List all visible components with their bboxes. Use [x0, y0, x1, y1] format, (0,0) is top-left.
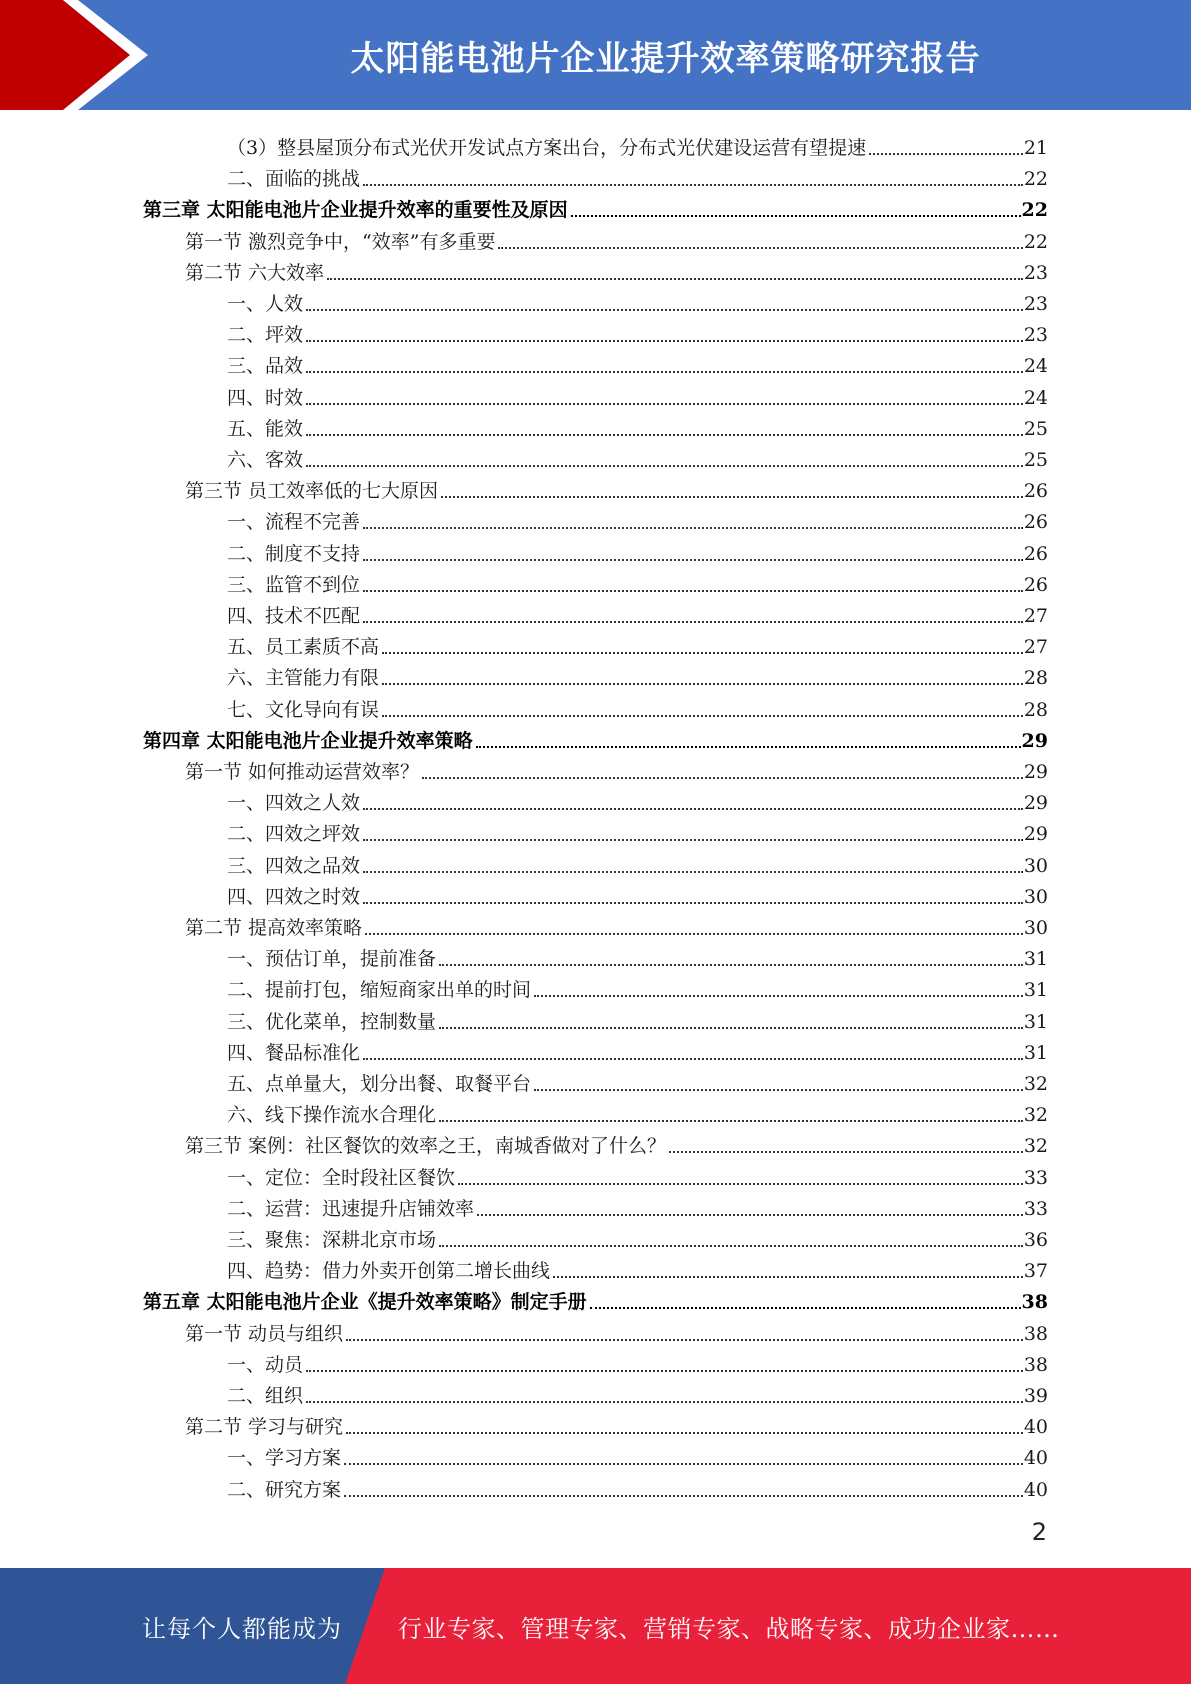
toc-subsection-entry[interactable] — [227, 1439, 1048, 1470]
toc-subsection-entry[interactable] — [227, 160, 1048, 191]
toc-entry-title: 二、运营：迅速提升店铺效率 — [227, 1198, 475, 1220]
toc-dot-leader — [363, 184, 1023, 186]
toc-entry-title: 第五章 太阳能电池片企业《提升效率策略》制定手册 — [143, 1291, 587, 1313]
toc-dot-leader — [363, 902, 1023, 904]
toc-entry-title: 一、定位：全时段社区餐饮 — [227, 1167, 456, 1189]
toc-subsection-entry[interactable] — [227, 659, 1048, 690]
toc-entry-title: 三、品效 — [227, 355, 304, 377]
toc-entry-page-number: 24 — [1023, 355, 1048, 377]
toc-entry-page-number: 40 — [1023, 1416, 1048, 1438]
toc-dot-leader — [498, 247, 1022, 249]
toc-dot-leader — [306, 309, 1023, 311]
toc-entry-page-number: 23 — [1023, 262, 1048, 284]
toc-dot-leader — [590, 1307, 1021, 1309]
toc-dot-leader — [363, 559, 1023, 561]
toc-dot-leader — [306, 465, 1023, 467]
toc-entry-page-number: 26 — [1023, 480, 1048, 502]
toc-entry-title: 五、能效 — [227, 418, 304, 440]
toc-chapter-entry[interactable] — [143, 1283, 1048, 1314]
toc-entry-title: 第二节 六大效率 — [185, 262, 325, 284]
toc-entry-title: 一、四效之人效 — [227, 792, 361, 814]
toc-entry-page-number: 29 — [1021, 730, 1048, 752]
toc-entry-title: 三、优化菜单，控制数量 — [227, 1011, 437, 1033]
toc-subsection-entry[interactable] — [227, 1252, 1048, 1283]
toc-section-entry[interactable] — [185, 1408, 1048, 1439]
toc-entry-title: 二、四效之坪效 — [227, 823, 361, 845]
toc-entry-page-number: 38 — [1023, 1323, 1048, 1345]
toc-subsection-entry[interactable] — [227, 316, 1048, 347]
toc-dot-leader — [439, 964, 1023, 966]
toc-dot-leader — [534, 1089, 1023, 1091]
toc-dot-leader — [306, 403, 1023, 405]
toc-entry-page-number: 31 — [1023, 1042, 1048, 1064]
toc-subsection-entry[interactable] — [227, 129, 1048, 160]
toc-section-entry[interactable] — [185, 909, 1048, 940]
toc-entry-page-number: 30 — [1023, 886, 1048, 908]
toc-entry-title: 第一节 动员与组织 — [185, 1323, 344, 1345]
toc-entry-title: 二、坪效 — [227, 324, 304, 346]
toc-subsection-entry[interactable] — [227, 940, 1048, 971]
toc-entry-page-number: 37 — [1023, 1260, 1048, 1282]
toc-dot-leader — [382, 683, 1023, 685]
toc-dot-leader — [439, 1120, 1023, 1122]
toc-entry-title: 第二节 学习与研究 — [185, 1416, 344, 1438]
toc-dot-leader — [422, 777, 1023, 779]
toc-entry-title: 四、四效之时效 — [227, 886, 361, 908]
toc-entry-title: 四、趋势：借力外卖开创第二增长曲线 — [227, 1260, 551, 1282]
toc-dot-leader — [363, 871, 1023, 873]
toc-dot-leader — [346, 1432, 1023, 1434]
footer-slogan: 让每个人都能成为 — [142, 1614, 342, 1643]
toc-subsection-entry[interactable] — [227, 1003, 1048, 1034]
toc-dot-leader — [476, 746, 1021, 748]
toc-subsection-entry[interactable] — [227, 1159, 1048, 1190]
toc-entry-title: 二、面临的挑战 — [227, 168, 361, 190]
toc-dot-leader — [869, 153, 1023, 155]
toc-entry-page-number: 22 — [1023, 168, 1048, 190]
toc-dot-leader — [365, 933, 1023, 935]
toc-subsection-entry[interactable] — [227, 410, 1048, 441]
toc-dot-leader — [439, 1027, 1023, 1029]
toc-entry-title: 一、动员 — [227, 1354, 304, 1376]
toc-subsection-entry[interactable] — [227, 441, 1048, 472]
toc-subsection-entry[interactable] — [227, 691, 1048, 722]
page-number: 2 — [1031, 1518, 1047, 1546]
toc-entry-page-number: 23 — [1023, 324, 1048, 346]
toc-entry-page-number: 31 — [1023, 948, 1048, 970]
toc-subsection-entry[interactable] — [227, 1096, 1048, 1127]
page-footer — [0, 1568, 1191, 1684]
toc-dot-leader — [363, 1058, 1023, 1060]
toc-chapter-entry[interactable] — [143, 722, 1048, 753]
toc-entry-page-number: 21 — [1023, 137, 1048, 159]
toc-entry-page-number: 32 — [1023, 1135, 1048, 1157]
toc-entry-title: 三、监管不到位 — [227, 574, 361, 596]
toc-section-entry[interactable] — [185, 254, 1048, 285]
toc-entry-page-number: 40 — [1023, 1447, 1048, 1469]
toc-entry-page-number: 36 — [1023, 1229, 1048, 1251]
toc-dot-leader — [439, 1245, 1023, 1247]
toc-dot-leader — [363, 808, 1023, 810]
toc-entry-page-number: 26 — [1023, 511, 1048, 533]
toc-entry-page-number: 29 — [1023, 761, 1048, 783]
toc-entry-page-number: 28 — [1023, 667, 1048, 689]
toc-dot-leader — [553, 1276, 1023, 1278]
toc-entry-title: 第一节 如何推动运营效率？ — [185, 761, 420, 783]
toc-section-entry[interactable] — [185, 1127, 1048, 1158]
toc-entry-page-number: 22 — [1021, 199, 1048, 221]
report-title: 太阳能电池片企业提升效率策略研究报告 — [350, 38, 981, 79]
toc-dot-leader — [441, 496, 1023, 498]
toc-entry-title: 第三章 太阳能电池片企业提升效率的重要性及原因 — [143, 199, 568, 221]
toc-subsection-entry[interactable] — [227, 1471, 1048, 1502]
toc-dot-leader — [344, 1495, 1023, 1497]
toc-dot-leader — [306, 1370, 1023, 1372]
toc-dot-leader — [306, 340, 1023, 342]
toc-subsection-entry[interactable] — [227, 971, 1048, 1002]
toc-entry-page-number: 33 — [1023, 1167, 1048, 1189]
toc-entry-title: 一、流程不完善 — [227, 511, 361, 533]
toc-dot-leader — [306, 371, 1023, 373]
toc-entry-page-number: 28 — [1023, 699, 1048, 721]
toc-dot-leader — [363, 621, 1023, 623]
toc-entry-page-number: 26 — [1023, 543, 1048, 565]
toc-entry-page-number: 27 — [1023, 605, 1048, 627]
toc-entry-page-number: 25 — [1023, 449, 1048, 471]
toc-subsection-entry[interactable] — [227, 285, 1048, 316]
toc-dot-leader — [327, 278, 1023, 280]
toc-entry-page-number: 26 — [1023, 574, 1048, 596]
toc-entry-page-number: 33 — [1023, 1198, 1048, 1220]
toc-chapter-entry[interactable] — [143, 191, 1048, 222]
toc-dot-leader — [669, 1151, 1023, 1153]
toc-dot-leader — [534, 995, 1023, 997]
toc-subsection-entry[interactable] — [227, 784, 1048, 815]
toc-entry-title: 六、主管能力有限 — [227, 667, 380, 689]
toc-dot-leader — [382, 652, 1023, 654]
toc-subsection-entry[interactable] — [227, 503, 1048, 534]
toc-entry-title: 四、餐品标准化 — [227, 1042, 361, 1064]
toc-dot-leader — [344, 1463, 1023, 1465]
toc-entry-page-number: 24 — [1023, 387, 1048, 409]
toc-entry-title: 四、技术不匹配 — [227, 605, 361, 627]
toc-subsection-entry[interactable] — [227, 847, 1048, 878]
toc-entry-page-number: 38 — [1021, 1291, 1048, 1313]
toc-dot-leader — [363, 839, 1023, 841]
toc-entry-page-number: 32 — [1023, 1104, 1048, 1126]
toc-subsection-entry[interactable] — [227, 1377, 1048, 1408]
toc-subsection-entry[interactable] — [227, 1065, 1048, 1096]
toc-entry-page-number: 40 — [1023, 1479, 1048, 1501]
toc-entry-page-number: 25 — [1023, 418, 1048, 440]
footer-expert-list: 行业专家、管理专家、营销专家、战略专家、成功企业家…… — [398, 1614, 1060, 1643]
toc-entry-page-number: 39 — [1023, 1385, 1048, 1407]
toc-entry-title: 二、提前打包，缩短商家出单的时间 — [227, 979, 532, 1001]
toc-entry-title: 第二节 提高效率策略 — [185, 917, 363, 939]
toc-entry-page-number: 29 — [1023, 823, 1048, 845]
toc-entry-page-number: 31 — [1023, 1011, 1048, 1033]
toc-entry-title: 第三节 员工效率低的七大原因 — [185, 480, 439, 502]
toc-entry-page-number: 27 — [1023, 636, 1048, 658]
toc-subsection-entry[interactable] — [227, 379, 1048, 410]
toc-dot-leader — [306, 1401, 1023, 1403]
toc-subsection-entry[interactable] — [227, 815, 1048, 846]
toc-entry-page-number: 30 — [1023, 917, 1048, 939]
toc-dot-leader — [346, 1339, 1023, 1341]
toc-dot-leader — [382, 715, 1023, 717]
toc-subsection-entry[interactable] — [227, 1034, 1048, 1065]
toc-section-entry[interactable] — [185, 223, 1048, 254]
toc-entry-title: 三、四效之品效 — [227, 855, 361, 877]
toc-entry-title: 五、点单量大，划分出餐、取餐平台 — [227, 1073, 532, 1095]
toc-entry-page-number: 23 — [1023, 293, 1048, 315]
toc-subsection-entry[interactable] — [227, 347, 1048, 378]
toc-entry-title: 第一节 激烈竞争中，“效率”有多重要 — [185, 231, 496, 253]
toc-entry-page-number: 38 — [1023, 1354, 1048, 1376]
toc-entry-title: 二、研究方案 — [227, 1479, 342, 1501]
toc-dot-leader — [363, 590, 1023, 592]
toc-entry-title: 六、客效 — [227, 449, 304, 471]
toc-entry-title: 四、时效 — [227, 387, 304, 409]
toc-subsection-entry[interactable] — [227, 1190, 1048, 1221]
toc-subsection-entry[interactable] — [227, 597, 1048, 628]
toc-dot-leader — [571, 215, 1021, 217]
toc-entry-title: 一、预估订单，提前准备 — [227, 948, 437, 970]
toc-entry-title: 一、人效 — [227, 293, 304, 315]
toc-entry-page-number: 22 — [1023, 231, 1048, 253]
toc-entry-page-number: 31 — [1023, 979, 1048, 1001]
toc-dot-leader — [306, 434, 1023, 436]
toc-subsection-entry[interactable] — [227, 1346, 1048, 1377]
toc-dot-leader — [363, 527, 1023, 529]
toc-entry-title: 二、组织 — [227, 1385, 304, 1407]
toc-subsection-entry[interactable] — [227, 566, 1048, 597]
toc-entry-title: 一、学习方案 — [227, 1447, 342, 1469]
toc-entry-title: 二、制度不支持 — [227, 543, 361, 565]
toc-entry-title: 第三节 案例：社区餐饮的效率之王，南城香做对了什么？ — [185, 1135, 667, 1157]
toc-section-entry[interactable] — [185, 753, 1048, 784]
toc-dot-leader — [477, 1214, 1023, 1216]
page-header — [0, 0, 1191, 110]
toc-subsection-entry[interactable] — [227, 628, 1048, 659]
toc-section-entry[interactable] — [185, 1315, 1048, 1346]
toc-entry-title: 五、员工素质不高 — [227, 636, 380, 658]
toc-section-entry[interactable] — [185, 472, 1048, 503]
toc-entry-title: 三、聚焦：深耕北京市场 — [227, 1229, 437, 1251]
toc-entry-page-number: 30 — [1023, 855, 1048, 877]
toc-entry-title: 第四章 太阳能电池片企业提升效率策略 — [143, 730, 473, 752]
toc-entry-title: （3）整县屋顶分布式光伏开发试点方案出台，分布式光伏建设运营有望提速 — [227, 137, 867, 159]
toc-subsection-entry[interactable] — [227, 1221, 1048, 1252]
toc-entry-title: 六、线下操作流水合理化 — [227, 1104, 437, 1126]
toc-dot-leader — [458, 1183, 1023, 1185]
toc-subsection-entry[interactable] — [227, 878, 1048, 909]
toc-entry-page-number: 32 — [1023, 1073, 1048, 1095]
toc-entry-title: 七、文化导向有误 — [227, 699, 380, 721]
toc-subsection-entry[interactable] — [227, 535, 1048, 566]
toc-entry-page-number: 29 — [1023, 792, 1048, 814]
